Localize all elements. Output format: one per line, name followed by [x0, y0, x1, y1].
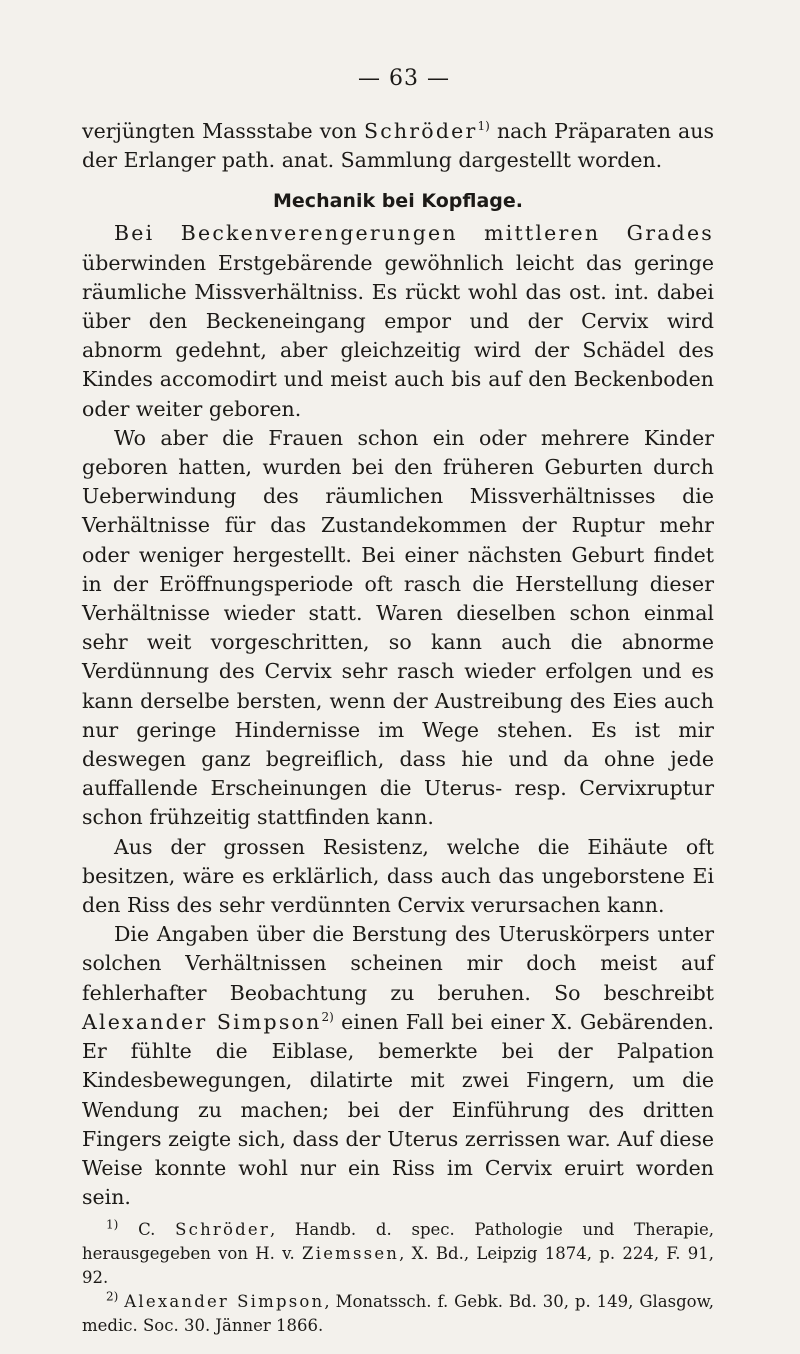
section-heading: Mechanik bei Kopflage.: [273, 190, 523, 213]
footnote-2-author: Alexander Simpson: [124, 1292, 325, 1312]
footnote-1-author2: Ziemssen: [302, 1244, 400, 1264]
paragraph-4-text-after: einen Fall bei einer X. Gebärenden. Er fühlte die Eiblase, bemerkte bei der Palpation Kindesbewegungen, dilatirte mit zwei Fingern, um die Wendung zu machen; bei der Einführung des dritten Fingers zeigte sich, dass der Uterus zerrissen war. Auf diese Weise konnte wohl nur ein Riss im Cervix eruirt worden sein.: [82, 1009, 714, 1210]
paragraph-4: [82, 920, 714, 1212]
paragraph-4-author: Alexander Simpson: [82, 1009, 322, 1034]
page-number: — 63 —: [358, 66, 450, 91]
intro-text-after: nach Präparaten aus der Erlanger path. anat. Sammlung dargestellt worden.: [82, 119, 715, 173]
footnote-ref-1[interactable]: 1): [477, 119, 490, 134]
document-page: [82, 66, 714, 1338]
footnote-1-prefix: C.: [118, 1220, 176, 1240]
footnote-1-author: Schröder: [175, 1220, 270, 1240]
paragraph-1-rest: überwinden Erstgebärende gewöhnlich leicht das geringe räumliche Missverhältniss. Es rückt wohl das ost. int. dabei über den Beckeneingang empor und der Cervix wird abnorm gedehnt, aber gleichzeitig wird der Schädel des Kindes accomodirt und meist auch bis auf den Beckenboden oder weiter geboren.: [82, 250, 714, 421]
intro-paragraph: [82, 117, 714, 175]
paragraph-1: [82, 219, 714, 423]
footnotes: [82, 1218, 714, 1338]
paragraph-3: Aus der grossen Resistenz, welche die Eihäute oft besitzen, wäre es erklärlich, dass auch das ungeborstene Ei den Riss des sehr verdünnten Cervix verursachen kann.: [82, 834, 714, 918]
intro-author: Schröder: [363, 119, 478, 143]
paragraph-2: Wo aber die Frauen schon ein oder mehrere Kinder geboren hatten, wurden bei den früheren Geburten durch Ueberwindung des räumlichen Missverhältnisses die Verhältnisse für das Zustandekommen der Ruptur mehr oder weniger hergestellt. Bei einer nächsten Geburt findet in der Eröffnungsperiode oft rasch die Herstellung dieser Verhältnisse wieder statt. Waren dieselben schon einmal sehr weit vorgeschritten, so kann auch die abnorme Verdünnung des Cervix sehr rasch wieder erfolgen und es kann derselbe bersten, wenn der Austreibung des Eies auch nur geringe Hindernisse im Wege stehen. Es ist mir deswegen ganz begreiflich, dass hie und da ohne jede auffallende Erscheinungen die Uterus- resp. Cervixruptur schon frühzeitig stattfinden kann.: [82, 425, 714, 830]
footnote-1-text2: , X. Bd., Leipzig 1874, p. 224, F. 91, 92.: [82, 1244, 714, 1288]
footnote-2-mark: 2): [106, 1289, 119, 1304]
paragraph-1-spaced-start: Bei Beckenverengerungen mittleren Grades: [114, 221, 714, 246]
intro-text-before: verjüngten Massstabe von: [82, 119, 364, 143]
footnote-1-mark: 1): [106, 1217, 119, 1232]
footnote-2: [82, 1290, 714, 1338]
paragraph-4-text-before: Die Angaben über die Berstung des Uteruskörpers unter solchen Verhältnissen scheinen mir doch meist auf fehlerhafter Beobachtung zu beruhen. So beschreibt: [82, 922, 714, 1005]
footnote-ref-2[interactable]: 2): [321, 1010, 334, 1025]
footnote-1-text: , Handb. d. spec. Pathologie und Therapie, herausgegeben von H. v.: [82, 1220, 714, 1264]
footnote-2-text: , Monatssch. f. Gebk. Bd. 30, p. 149, Glasgow, medic. Soc. 30. Jänner 1866.: [82, 1292, 715, 1336]
footnote-1: [82, 1218, 714, 1290]
